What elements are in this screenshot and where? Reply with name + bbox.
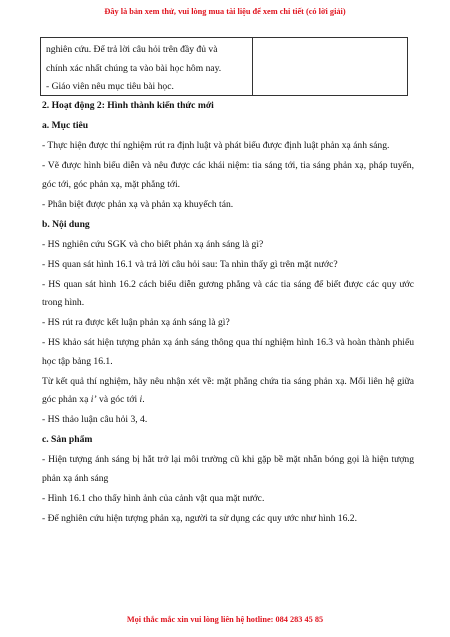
relation-text: Từ kết quả thí nghiệm, hãy nêu nhận xét về: mặt phẳng chứa tia sáng phản xạ. Mối liên hệ giữa góc phản xạ <box>42 375 414 405</box>
content-item: - HS quan sát hình 16.1 và trả lời câu hỏi sau: Ta nhìn thấy gì trên mặt nước? <box>42 258 338 270</box>
content-item: - HS rút ra được kết luận phản xạ ánh sáng là gì? <box>42 317 230 328</box>
objective-item: - Thực hiện được thí nghiệm rút ra định luật và phát biểu được định luật phản xạ ánh sáng. <box>42 140 390 151</box>
section-b-heading: b. Nội dung <box>42 218 90 230</box>
content-item: - HS thảo luận câu hỏi 3, 4. <box>42 414 148 425</box>
hotline-footer: Mọi thắc mắc xin vui lòng liên hệ hotline: 084 283 45 85 <box>126 615 324 624</box>
product-item: - Hiện tượng ánh sáng bị hắt trở lại môi trường cũ khi gặp bề mặt nhẵn bóng gọi là hiện tượng phản xạ ánh sáng <box>42 454 414 484</box>
reflection-angle-symbol: i’ <box>90 394 97 405</box>
section-a-heading: a. Mục tiêu <box>42 120 89 131</box>
activity-heading: 2. Hoạt động 2: Hình thành kiến thức mới <box>42 100 214 111</box>
product-item: - Để nghiên cứu hiện tượng phản xạ, người ta sử dụng các quy ước như hình 16.2. <box>42 512 357 524</box>
relation-text: và góc tới <box>96 394 140 405</box>
content-item: - HS quan sát hình 16.2 cách biểu diễn gương phẳng và các tia sáng để biết được các quy ước trong hình. <box>42 278 414 308</box>
table-cell-teacher-activity <box>41 38 253 95</box>
incident-angle-symbol: i <box>139 394 143 405</box>
lesson-table-fragment <box>40 37 408 96</box>
table-line: - Giáo viên nêu mục tiêu bài học. <box>46 81 174 92</box>
product-item: - Hình 16.1 cho thấy hình ảnh của cảnh vật qua mặt nước. <box>42 492 265 504</box>
document-body <box>42 97 414 530</box>
objective-item: - Vẽ được hình biểu diễn và nêu được các khái niệm: tia sáng tới, tia sáng phản xạ, pháp tuyến, góc tới, góc phản xạ, mặt phẳng tới. <box>42 160 414 190</box>
relation-text: . <box>142 394 145 405</box>
content-item: - HS nghiên cứu SGK và cho biết phản xạ ánh sáng là gì? <box>42 238 264 250</box>
preview-banner: Đây là bản xem thử, vui lòng mua tài liệu để xem chi tiết (có lời giải) <box>104 7 346 16</box>
content-item: - HS khảo sát hiện tượng phản xạ ánh sáng thông qua thí nghiệm hình 16.3 và hoàn thành phiếu học tập bảng 16.1. <box>42 337 414 367</box>
table-cell-empty <box>253 38 407 95</box>
objective-item: - Phân biệt được phản xạ và phản xạ khuyếch tán. <box>42 198 234 210</box>
relation-question <box>42 373 414 410</box>
section-c-heading: c. Sản phẩm <box>42 434 93 445</box>
table-line: nghiên cứu. Để trả lời câu hỏi trên đầy đủ và <box>46 44 218 55</box>
table-line: chính xác nhất chúng ta vào bài học hôm nay. <box>46 62 222 74</box>
